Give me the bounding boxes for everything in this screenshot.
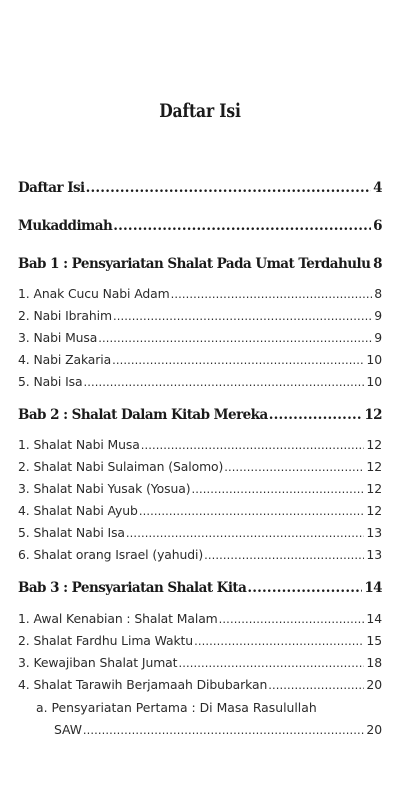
toc-subitem-line-1[interactable]: a. Pensyariatan Pertama : Di Masa Rasulullah	[36, 700, 317, 715]
toc-item[interactable]	[18, 459, 382, 476]
toc-page-number: 13	[366, 525, 382, 540]
toc-item[interactable]	[18, 352, 382, 369]
toc-item[interactable]	[18, 611, 382, 628]
toc-heading-mukaddimah[interactable]	[18, 218, 382, 236]
dot-leader	[113, 309, 372, 323]
toc-page-number: 8	[373, 256, 382, 272]
toc-page-number: 10	[366, 352, 382, 367]
toc-heading-label: Daftar Isi	[18, 180, 85, 196]
toc-item-label: 4. Shalat Nabi Ayub	[18, 503, 138, 518]
toc-heading-label: Bab 1 : Pensyariatan Shalat Pada Umat Terdahulu	[18, 256, 371, 272]
toc-heading-bab-2[interactable]	[18, 407, 382, 425]
toc-item-label: SAW	[54, 722, 82, 737]
toc-item[interactable]	[18, 547, 382, 564]
dot-leader	[139, 504, 365, 518]
toc-page-number: 20	[366, 677, 382, 692]
toc-item[interactable]	[18, 655, 382, 672]
toc-item-label: 3. Nabi Musa	[18, 330, 98, 345]
toc-item[interactable]	[18, 330, 382, 347]
dot-leader	[191, 482, 364, 496]
dot-leader	[224, 460, 364, 474]
toc-item[interactable]	[18, 503, 382, 520]
toc-item-label: 1. Awal Kenabian : Shalat Malam	[18, 611, 218, 626]
toc-page-number: 4	[373, 180, 382, 196]
toc-item[interactable]	[18, 481, 382, 498]
dot-leader	[141, 438, 365, 452]
toc-item-label: 1. Anak Cucu Nabi Adam	[18, 286, 170, 301]
toc-page-number: 9	[374, 308, 382, 323]
toc-page-number: 8	[374, 286, 382, 301]
dot-leader	[83, 375, 364, 389]
toc-item[interactable]	[18, 525, 382, 542]
toc-item-label: 1. Shalat Nabi Musa	[18, 437, 140, 452]
dot-leader	[178, 656, 364, 670]
toc-item-label: 3. Shalat Nabi Yusak (Yosua)	[18, 481, 191, 496]
dot-leader	[98, 331, 372, 345]
toc-title: Daftar Isi	[159, 100, 241, 122]
dot-leader	[113, 218, 371, 234]
toc-page-number: 9	[374, 330, 382, 345]
toc-page-number: 14	[364, 580, 382, 596]
toc-item-label: 2. Nabi Ibrahim	[18, 308, 112, 323]
toc-page-number: 12	[366, 481, 382, 496]
toc-heading-daftar-isi[interactable]	[18, 180, 382, 198]
dot-leader	[269, 407, 363, 423]
toc-page-number: 10	[366, 374, 382, 389]
toc-item[interactable]	[18, 308, 382, 325]
toc-page-number: 18	[366, 655, 382, 670]
toc-item-label: 5. Nabi Isa	[18, 374, 83, 389]
toc-item[interactable]	[18, 286, 382, 303]
toc-page-number: 12	[366, 459, 382, 474]
toc-page-number: 20	[366, 722, 382, 737]
dot-leader	[171, 287, 373, 301]
toc-item-label: 2. Shalat Fardhu Lima Waktu	[18, 633, 194, 648]
toc-page-number: 15	[366, 633, 382, 648]
dot-leader	[371, 256, 372, 272]
toc-heading-bab-3[interactable]	[18, 580, 382, 598]
dot-leader	[112, 353, 364, 367]
toc-item-label: 4. Nabi Zakaria	[18, 352, 112, 367]
dot-leader	[86, 180, 372, 196]
dot-leader	[194, 634, 364, 648]
toc-page-number: 12	[364, 407, 382, 423]
toc-item-label: 3. Kewajiban Shalat Jumat	[18, 655, 178, 670]
dot-leader	[268, 678, 364, 692]
toc-item[interactable]	[18, 437, 382, 454]
toc-item-label: 4. Shalat Tarawih Berjamaah Dibubarkan	[18, 677, 268, 692]
toc-item-label: 6. Shalat orang Israel (yahudi)	[18, 547, 204, 562]
toc-item[interactable]	[18, 677, 382, 694]
toc-page-number: 12	[366, 503, 382, 518]
toc-page-number: 13	[366, 547, 382, 562]
toc-heading-label: Bab 3 : Pensyariatan Shalat Kita	[18, 580, 247, 596]
toc-page-number: 6	[373, 218, 382, 234]
dot-leader	[126, 526, 365, 540]
dot-leader	[219, 612, 365, 626]
dot-leader	[204, 548, 364, 562]
toc-page-number: 14	[366, 611, 382, 626]
toc-heading-label: Mukaddimah	[18, 218, 113, 234]
toc-page-number: 12	[366, 437, 382, 452]
dot-leader	[83, 723, 365, 737]
dot-leader	[247, 580, 362, 596]
toc-item[interactable]	[18, 633, 382, 650]
toc-heading-bab-1[interactable]	[18, 256, 382, 274]
toc-subitem[interactable]	[54, 722, 382, 739]
toc-item-label: 5. Shalat Nabi Isa	[18, 525, 125, 540]
toc-item[interactable]	[18, 374, 382, 391]
toc-heading-label: Bab 2 : Shalat Dalam Kitab Mereka	[18, 407, 268, 423]
toc-item-label: 2. Shalat Nabi Sulaiman (Salomo)	[18, 459, 224, 474]
